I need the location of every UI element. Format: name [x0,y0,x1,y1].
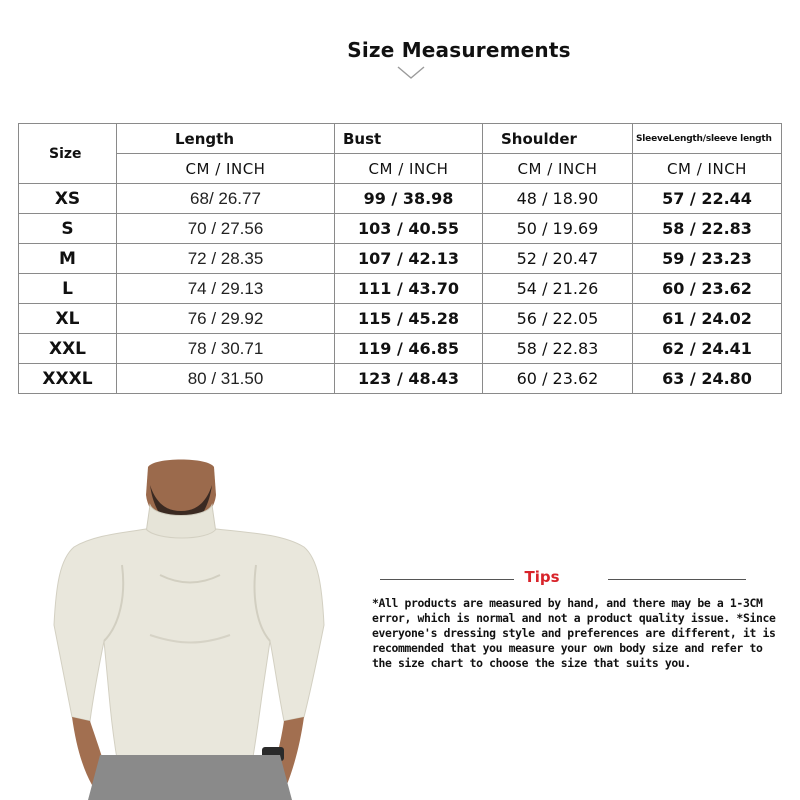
bust-cell: 103 / 40.55 [335,214,483,244]
page-title: Size Measurements [347,38,571,62]
size-cell: XXL [19,334,117,364]
tips-divider-right [608,579,746,580]
header-length: Length [117,124,335,154]
model-photo [30,455,350,800]
size-chart-table [18,123,782,394]
table-header-row [19,124,782,154]
shoulder-cell: 50 / 19.69 [483,214,633,244]
size-cell: S [19,214,117,244]
sleeve-cell: 61 / 24.02 [633,304,782,334]
shoulder-cell: 52 / 20.47 [483,244,633,274]
shoulder-cell: 48 / 18.90 [483,184,633,214]
size-cell: L [19,274,117,304]
table-units-row [19,154,782,184]
shoulder-cell: 60 / 23.62 [483,364,633,394]
bust-cell: 107 / 42.13 [335,244,483,274]
unit-length: CM / INCH [117,154,335,184]
sleeve-cell: 60 / 23.62 [633,274,782,304]
chevron-down-icon [396,64,426,80]
header-bust: Bust [335,124,483,154]
table-row [19,304,782,334]
header-shoulder: Shoulder [483,124,633,154]
sleeve-cell: 59 / 23.23 [633,244,782,274]
bust-cell: 119 / 46.85 [335,334,483,364]
tips-text: *All products are measured by hand, and there may be a 1-3CM error, which is normal and not a product quality issue. *Since everyone's dressing style and preferences are different, it is recommended that you measure your own body size and refer to the size chart to choose the size that suits you. [372,596,776,670]
sleeve-cell: 63 / 24.80 [633,364,782,394]
shoulder-cell: 54 / 21.26 [483,274,633,304]
table-row [19,214,782,244]
length-cell: 80 / 31.50 [117,364,335,394]
bust-cell: 99 / 38.98 [335,184,483,214]
unit-sleeve: CM / INCH [633,154,782,184]
unit-bust: CM / INCH [335,154,483,184]
shoulder-cell: 58 / 22.83 [483,334,633,364]
length-cell: 68/ 26.77 [117,184,335,214]
bust-cell: 115 / 45.28 [335,304,483,334]
shoulder-cell: 56 / 22.05 [483,304,633,334]
size-cell: M [19,244,117,274]
length-cell: 76 / 29.92 [117,304,335,334]
tips-title: Tips [524,568,560,586]
sleeve-cell: 62 / 24.41 [633,334,782,364]
sleeve-cell: 57 / 22.44 [633,184,782,214]
table-row [19,334,782,364]
header-size: Size [19,124,117,184]
size-cell: XS [19,184,117,214]
length-cell: 70 / 27.56 [117,214,335,244]
size-cell: XXXL [19,364,117,394]
length-cell: 78 / 30.71 [117,334,335,364]
sleeve-cell: 58 / 22.83 [633,214,782,244]
tips-divider-left [380,579,514,580]
table-row [19,244,782,274]
table-row [19,184,782,214]
header-sleeve-length: SleeveLength/sleeve length [633,124,782,154]
unit-shoulder: CM / INCH [483,154,633,184]
bust-cell: 111 / 43.70 [335,274,483,304]
table-row [19,274,782,304]
size-cell: XL [19,304,117,334]
bust-cell: 123 / 48.43 [335,364,483,394]
length-cell: 72 / 28.35 [117,244,335,274]
table-row [19,364,782,394]
length-cell: 74 / 29.13 [117,274,335,304]
